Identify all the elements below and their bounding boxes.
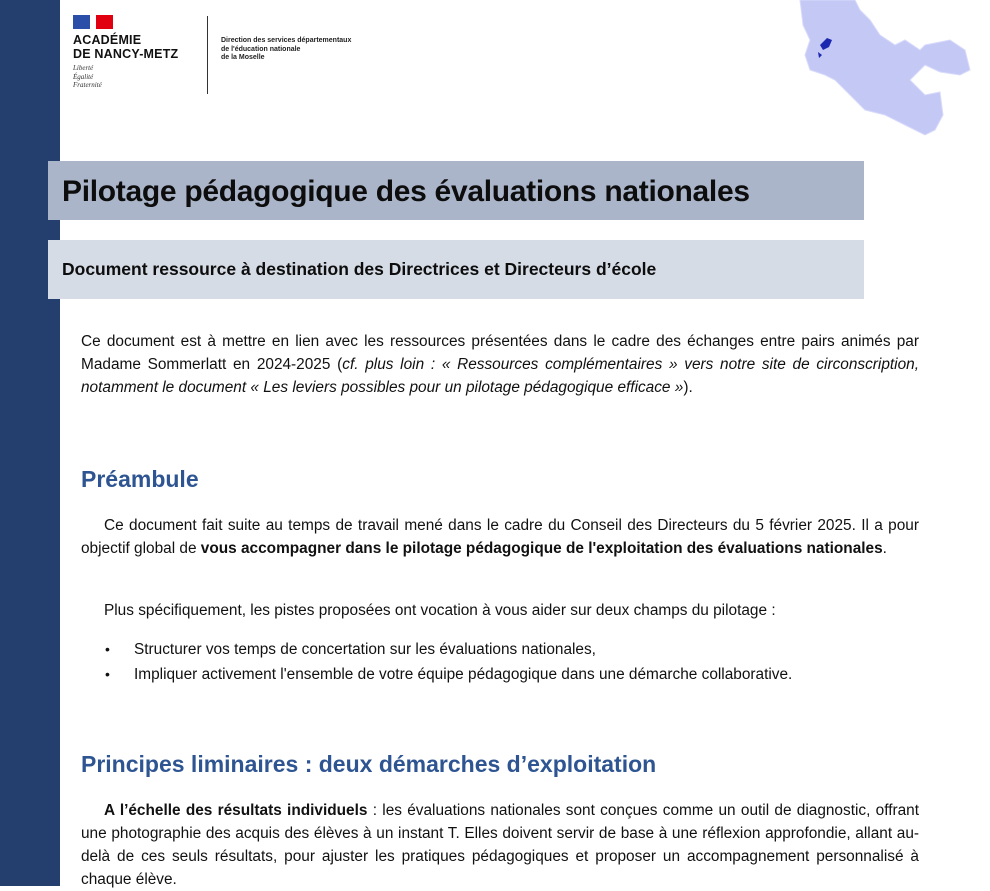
list-item: [81, 662, 919, 687]
devise-liberte: Liberté: [73, 64, 94, 72]
section-heading-principes: Principes liminaires : deux démarches d’exploitation: [81, 751, 657, 777]
map-region: [800, 0, 970, 135]
preambule-bold-text: vous accompagner dans le pilotage pédagogique de l'exploitation des évaluations nationales: [200, 540, 883, 557]
devise-egalite: Égalité: [73, 72, 94, 81]
page-subtitle: Document ressource à destination des Directrices et Directeurs d’école: [62, 259, 657, 279]
bullet-icon: •: [105, 666, 110, 682]
devise-fraternite: Fraternité: [73, 81, 102, 89]
section-heading-preambule: Préambule: [81, 466, 199, 492]
title-banner: [48, 161, 864, 220]
direction-line-1: Direction des services départementaux: [221, 37, 352, 44]
academie-line-1: ACADÉMIE: [73, 33, 142, 47]
marianne-flag-icon: [73, 15, 178, 29]
direction-line-2: de l'éducation nationale: [221, 45, 301, 53]
academie-name: [73, 33, 178, 61]
direction-line-3: de la Moselle: [221, 54, 265, 61]
list-item-text: Impliquer activement l'ensemble de votre équipe pédagogique dans une démarche collaborative.: [134, 666, 793, 683]
intro-italic-reference: cf. plus loin : « Ressources complémentaires » vers notre site de circonscription, notamment le document « Les leviers possibles pour un pilotage pédagogique efficace »: [81, 356, 919, 396]
pilotage-list: [81, 637, 919, 687]
preambule-text-end: .: [882, 540, 887, 557]
principes-bold-text: A l’échelle des résultats individuels: [104, 802, 368, 819]
sidebar-band: [0, 0, 60, 886]
intro-paragraph: [81, 330, 919, 399]
academie-logo: [73, 15, 178, 90]
logo-divider: [207, 16, 208, 94]
list-item: [81, 637, 919, 662]
intro-text-end: ).: [683, 379, 693, 396]
devise: [73, 64, 178, 90]
preambule-paragraph: [81, 514, 919, 560]
preambule-paragraph-2: Plus spécifiquement, les pistes proposées ont vocation à vous aider sur deux champs du pilotage :: [104, 602, 776, 619]
academie-line-2: DE NANCY-METZ: [73, 47, 179, 61]
direction-label: [221, 37, 351, 63]
principes-paragraph: [81, 799, 919, 891]
intro-text: Ce document est à mettre en lien avec les ressources présentées dans le cadre des échanges entre pairs animés par Madame Sommerlatt en 2024-2025 (: [81, 333, 919, 373]
page-title: Pilotage pédagogique des évaluations nationales: [62, 175, 750, 208]
list-item-text: Structurer vos temps de concertation sur les évaluations nationales,: [134, 641, 596, 658]
preambule-text: Ce document fait suite au temps de travail mené dans le cadre du Conseil des Directeurs du 5 février 2025. Il a pour objectif global de: [81, 517, 919, 557]
principes-text: : les évaluations nationales sont conçues comme un outil de diagnostic, offrant une photographie des acquis des élèves à un instant T. Elles doivent servir de base à une réflexion approfondie, allant au-delà de ces seuls résultats, pour ajuster les pratiques pédagogiques et proposer un accompagnement personnalisé à chaque élève.: [81, 802, 919, 888]
bullet-icon: •: [105, 641, 110, 657]
moselle-map-icon: [785, 0, 990, 140]
subtitle-banner: [48, 240, 864, 299]
